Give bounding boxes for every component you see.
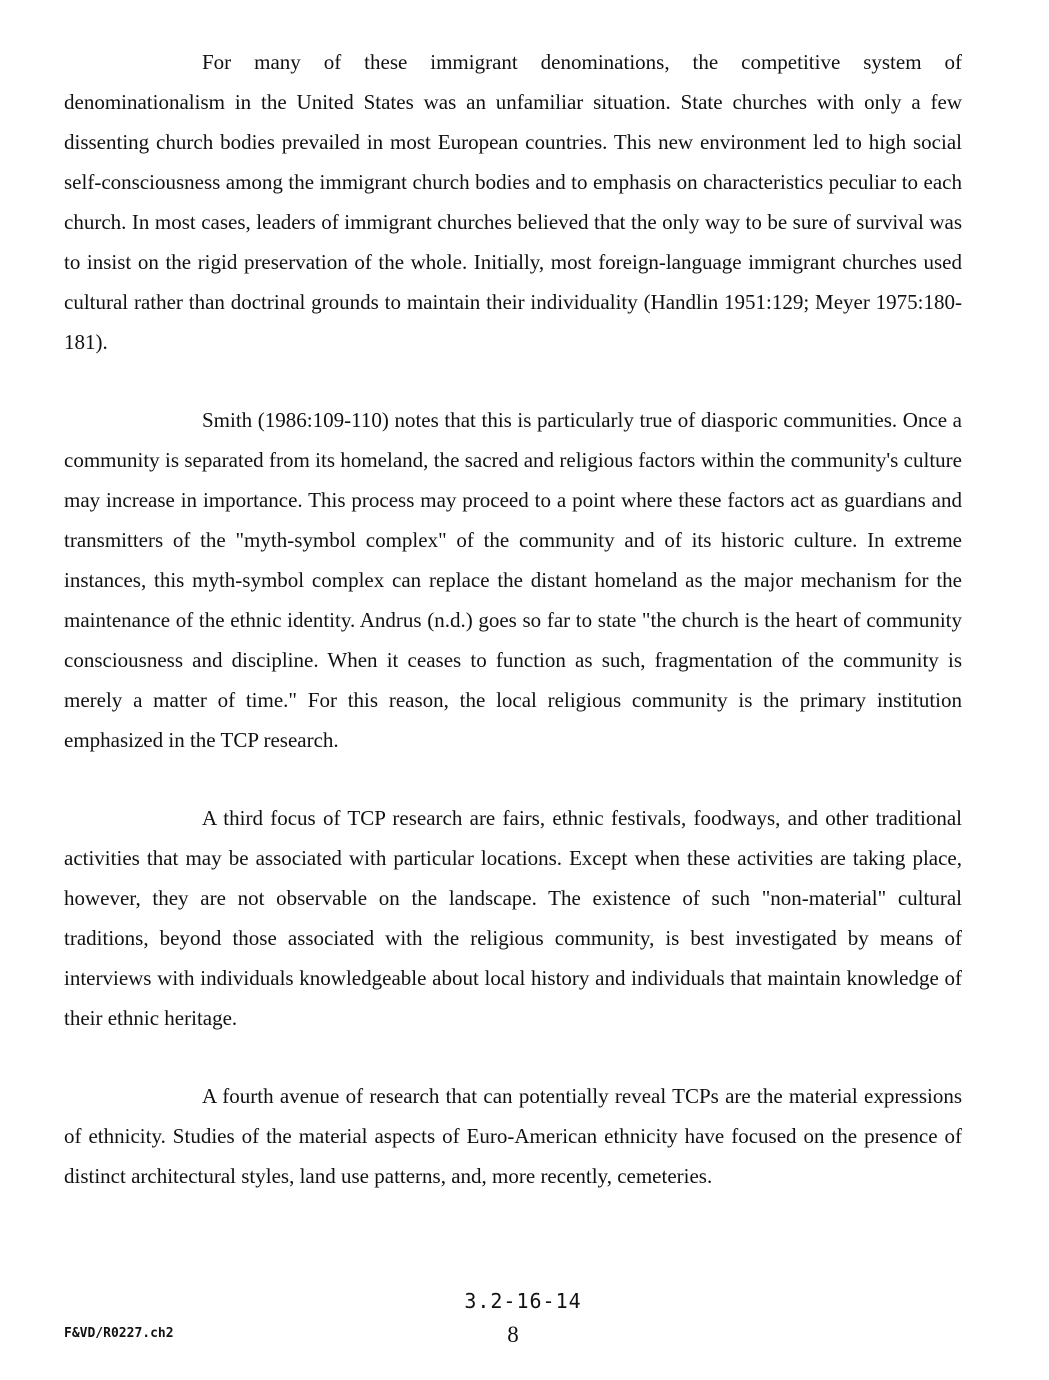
- paragraph-third-focus: A third focus of TCP research are fairs, ethnic festivals, foodways, and other traditional activities that may be associated with particular locations. Except when these activities are taking place, however, they are not observable on the landscape. The existence of such "non-material" cultural traditions, beyond those associated with the religious community, is best investigated by means of interviews with individuals knowledgeable about local history and individuals that maintain knowledge of their ethnic heritage.: [64, 806, 962, 1030]
- document-body: [64, 42, 962, 1196]
- section-code: 3.2-16-14: [464, 1289, 582, 1313]
- page-footer-numbering: [458, 1286, 588, 1352]
- paragraph-immigrant-denominations: For many of these immigrant denominations, the competitive system of denominationalism in the United States was an unfamiliar situation. State churches with only a few dissenting church bodies prevailed in most European countries. This new environment led to high social self-consciousness among the immigrant church bodies and to emphasis on characteristics peculiar to each church. In most cases, leaders of immigrant churches believed that the only way to be sure of survival was to insist on the rigid preservation of the whole. Initially, most foreign-language immigrant churches used cultural rather than doctrinal grounds to maintain their individuality (Handlin 1951:129; Meyer 1975:180-181).: [64, 50, 962, 354]
- paragraph-fourth-avenue: A fourth avenue of research that can potentially reveal TCPs are the material expressions of ethnicity. Studies of the material aspects of Euro-American ethnicity have focused on the presence of distinct architectural styles, land use patterns, and, more recently, cemeteries.: [64, 1084, 962, 1188]
- page-number: 8: [507, 1322, 519, 1347]
- paragraph-diasporic-communities: Smith (1986:109-110) notes that this is particularly true of diasporic communities. Once a community is separated from its homeland, the sacred and religious factors within the community's culture may increase in importance. This process may proceed to a point where these factors act as guardians and transmitters of the "myth-symbol complex" of the community and of its historic culture. In extreme instances, this myth-symbol complex can replace the distant homeland as the major mechanism for the maintenance of the ethnic identity. Andrus (n.d.) goes so far to state "the church is the heart of community consciousness and discipline. When it ceases to function as such, fragmentation of the community is merely a matter of time." For this reason, the local religious community is the primary institution emphasized in the TCP research.: [64, 408, 962, 752]
- file-reference: F&VD/R0227.ch2: [64, 1326, 174, 1341]
